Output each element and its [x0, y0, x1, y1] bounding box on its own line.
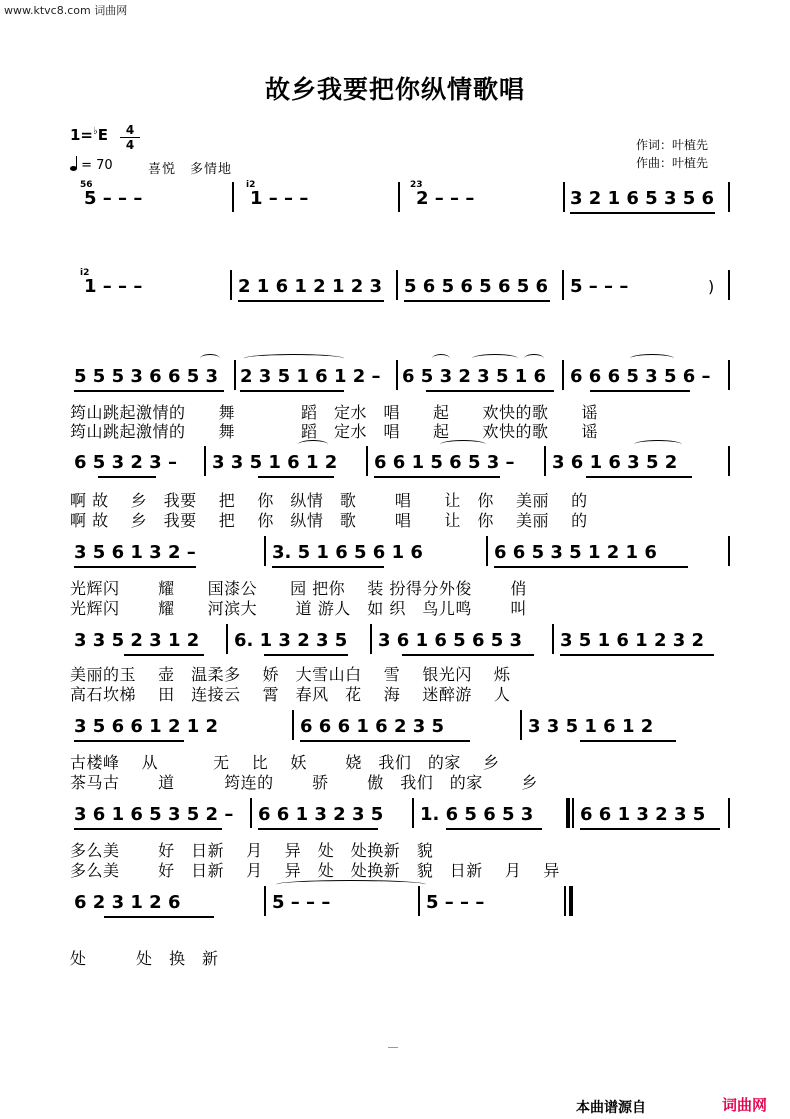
measure	[74, 796, 244, 832]
measure	[402, 358, 556, 394]
measure-notes: 3 3 5 1 6 1 2	[212, 452, 338, 473]
measure-notes: 6 5 3 2 3 5 1 6	[402, 366, 547, 387]
barline	[204, 446, 206, 476]
measure	[74, 622, 222, 658]
barline	[396, 270, 398, 300]
lyric-verse-2: 高石坎梯 田 连接云 霄 春风 花 海 迷醉游 人	[70, 685, 511, 704]
measure-notes: 5 – – –	[272, 892, 331, 913]
barline	[250, 798, 252, 828]
measure-notes: 1 – – –	[250, 188, 309, 209]
barline	[366, 446, 368, 476]
beam-underline	[74, 828, 222, 830]
slur-mark	[298, 440, 328, 449]
final-barline-thick	[569, 886, 573, 916]
measure	[212, 444, 360, 480]
beam-underline	[494, 566, 688, 568]
repeat-barline	[566, 798, 570, 828]
composer-credit: 作曲：叶植先	[636, 156, 709, 170]
beam-underline	[300, 740, 470, 742]
measure-notes: 1 – – –	[84, 276, 143, 297]
barline	[226, 624, 228, 654]
measure	[494, 534, 724, 570]
slur-mark	[244, 354, 344, 363]
beam-underline	[74, 566, 196, 568]
measure-notes: 3. 5 1 6 5 6 1 6	[272, 542, 423, 563]
measure	[240, 358, 390, 394]
measure-notes: 2 – – –	[416, 188, 475, 209]
beam-underline	[570, 212, 715, 214]
beam-underline	[258, 476, 334, 478]
staff-5	[0, 534, 790, 570]
measure	[570, 358, 726, 394]
measure	[570, 180, 720, 216]
tempo-value: = 70	[81, 158, 113, 173]
lyric-verse-1: 筠山跳起激情的 舞 蹈 定水 唱 起 欢快的歌 谣	[70, 403, 599, 422]
staff-9	[0, 884, 790, 920]
measure	[416, 180, 556, 216]
measure-notes: 1. 6 5 6 5 3	[420, 804, 534, 825]
measure-notes: 6 6 6 1 6 2 3 5	[300, 716, 445, 737]
barline	[544, 446, 546, 476]
measure-notes: 6 5 3 2 3 –	[74, 452, 177, 473]
beam-underline	[240, 390, 344, 392]
measure-notes: 6 6 1 3 2 3 5	[580, 804, 706, 825]
grace-note: i2	[80, 268, 90, 278]
beam-underline	[580, 740, 676, 742]
lyric-verse-1: 美丽的玉 壶 温柔多 娇 大雪山白 雪 银光闪 烁	[70, 665, 511, 684]
beam-underline	[238, 300, 384, 302]
barline	[728, 270, 730, 300]
measure-notes: 3 6 1 6 3 5 2	[552, 452, 678, 473]
site-logo[interactable]: 词曲网	[722, 1096, 768, 1114]
beam-underline	[590, 390, 690, 392]
slur-mark	[432, 354, 450, 363]
beam-underline	[264, 654, 348, 656]
key-prefix: 1=	[70, 126, 94, 144]
measure	[374, 444, 538, 480]
barline	[728, 798, 730, 828]
beam-underline	[74, 740, 184, 742]
lyric-verse-1: 古楼峰 从 无 比 妖 娆 我们 的家 乡	[70, 753, 500, 772]
barline	[728, 360, 730, 390]
beam-underline	[74, 390, 224, 392]
barline	[728, 446, 730, 476]
beam-underline	[560, 654, 714, 656]
grace-note: 56	[80, 180, 93, 190]
measure	[84, 268, 224, 304]
beam-underline	[446, 828, 542, 830]
measure	[234, 622, 364, 658]
lyric-verse-1: 多么美 好 日新 月 异 处 处换新 貌	[70, 841, 434, 860]
key-note: E	[97, 126, 108, 144]
measure-notes: 6 6 1 3 2 3 5	[258, 804, 384, 825]
slur-mark	[200, 354, 220, 363]
barline	[572, 798, 574, 828]
staff-2	[0, 268, 790, 304]
beam-underline	[580, 828, 720, 830]
barline	[520, 710, 522, 740]
barline	[264, 536, 266, 566]
barline	[486, 536, 488, 566]
barline	[728, 182, 730, 212]
barline	[418, 886, 420, 916]
measure-notes: 6 2 3 1 2 6	[74, 892, 181, 913]
measure-notes: 6. 1 3 2 3 5	[234, 630, 348, 651]
beam-underline	[586, 476, 692, 478]
page-marker	[388, 1047, 398, 1048]
measure-notes: 5 – – –	[570, 276, 629, 297]
staff-6	[0, 622, 790, 658]
barline	[562, 360, 564, 390]
measure-notes: 3 2 1 6 5 3 5 6	[570, 188, 715, 209]
slur-mark	[524, 354, 544, 363]
barline	[292, 710, 294, 740]
measure	[272, 884, 412, 920]
measure-notes: 3 5 6 1 3 2 –	[74, 542, 196, 563]
measure	[74, 708, 284, 744]
beam-underline	[374, 476, 500, 478]
expression-marking: 喜悦 多情地	[148, 162, 233, 177]
tempo-marking	[70, 158, 113, 173]
measure-notes: 2 3 5 1 6 1 2 –	[240, 366, 381, 387]
time-signature-bottom: 4	[125, 138, 135, 152]
measure-notes: 6 6 6 5 3 5 6 –	[570, 366, 711, 387]
quarter-note-icon	[70, 166, 77, 171]
grace-note: 23	[410, 180, 423, 190]
measure	[552, 444, 722, 480]
key-signature	[70, 126, 108, 144]
staff-1	[0, 180, 790, 216]
barline	[396, 360, 398, 390]
beam-underline	[272, 566, 384, 568]
measure-notes: 3 5 6 6 1 2 1 2	[74, 716, 219, 737]
lyric-verse-1: 啊 故 乡 我要 把 你 纵情 歌 唱 让 你 美丽 的	[70, 491, 588, 510]
lyric-verse-1: 光辉闪 耀 国漆公 园 把你 装 扮得分外俊 俏	[70, 579, 527, 598]
site-watermark[interactable]: www.ktvc8.com 词曲网	[4, 4, 128, 17]
measure-notes: 5 5 5 3 6 6 5 3	[74, 366, 219, 387]
measure	[250, 180, 390, 216]
staff-3	[0, 358, 790, 394]
slur-mark	[472, 354, 518, 363]
measure	[238, 268, 388, 304]
barline	[264, 886, 266, 916]
time-signature-top: 4	[125, 123, 135, 137]
footer-source-text: 本曲谱源自	[576, 1100, 646, 1116]
measure	[580, 796, 730, 832]
measure	[300, 708, 500, 744]
measure	[74, 358, 230, 394]
barline	[234, 360, 236, 390]
barline	[398, 182, 400, 212]
closing-parenthesis: )	[708, 277, 715, 296]
barline	[728, 536, 730, 566]
lyric-verse-2: 多么美 好 日新 月 异 处 处换新 貌 日新 月 异	[70, 861, 560, 880]
measure	[74, 534, 254, 570]
measure	[74, 884, 254, 920]
measure-notes: 3 6 1 6 5 3 5 2 –	[74, 804, 234, 825]
slur-mark	[634, 440, 682, 449]
barline	[232, 182, 234, 212]
time-signature	[120, 124, 140, 151]
lyric-verse-2: 茶马古 道 筠连的 骄 傲 我们 的家 乡	[70, 773, 538, 792]
measure-notes: 3 6 1 6 5 6 5 3	[378, 630, 523, 651]
beam-underline	[258, 828, 378, 830]
slur-mark	[440, 440, 486, 449]
measure	[570, 268, 710, 304]
measure-notes: 5 6 5 6 5 6 5 6	[404, 276, 549, 297]
measure-notes: 6 6 1 5 6 5 3 –	[374, 452, 515, 473]
measure-notes: 3 5 1 6 1 2 3 2	[560, 630, 705, 651]
measure-notes: 6 6 5 3 5 1 2 1 6	[494, 542, 657, 563]
barline	[412, 798, 414, 828]
barline	[563, 182, 565, 212]
measure	[258, 796, 408, 832]
measure	[426, 884, 556, 920]
lyric-verse-2: 光辉闪 耀 河滨大 道 游人 如 织 鸟儿鸣 叫	[70, 599, 527, 618]
barline	[552, 624, 554, 654]
measure-notes: 3 3 5 1 6 1 2	[528, 716, 654, 737]
barline	[562, 270, 564, 300]
measure-notes: 5 – – –	[426, 892, 485, 913]
slur-mark	[630, 354, 674, 363]
grace-note: i2	[246, 180, 256, 190]
measure	[84, 180, 224, 216]
flat-sign: ♭	[93, 126, 98, 137]
barline	[370, 624, 372, 654]
beam-underline	[104, 916, 214, 918]
final-barline-thin	[564, 886, 566, 916]
measure-notes: 5 – – –	[84, 188, 143, 209]
measure	[420, 796, 550, 832]
measure	[560, 622, 720, 658]
lyric-verse-1: 处 处 换 新	[70, 949, 219, 968]
measure	[528, 708, 724, 744]
measure-notes: 3 3 5 2 3 1 2	[74, 630, 200, 651]
beam-underline	[402, 654, 534, 656]
staff-4	[0, 444, 790, 480]
tie-mark	[276, 880, 426, 889]
beam-underline	[404, 300, 550, 302]
measure	[74, 444, 200, 480]
lyric-verse-2: 啊 故 乡 我要 把 你 纵情 歌 唱 让 你 美丽 的	[70, 511, 588, 530]
beam-underline	[98, 476, 156, 478]
barline	[230, 270, 232, 300]
song-title: 故乡我要把你纵情歌唱	[264, 75, 525, 104]
beam-underline	[124, 654, 204, 656]
lyric-verse-2: 筠山跳起激情的 舞 蹈 定水 唱 起 欢快的歌 谣	[70, 422, 599, 441]
beam-underline	[426, 390, 554, 392]
staff-8	[0, 796, 790, 832]
measure	[404, 268, 554, 304]
measure	[272, 534, 482, 570]
measure	[378, 622, 538, 658]
staff-7	[0, 708, 790, 744]
measure-notes: 2 1 6 1 2 1 2 3	[238, 276, 383, 297]
lyricist-credit: 作词：叶植先	[636, 138, 709, 152]
